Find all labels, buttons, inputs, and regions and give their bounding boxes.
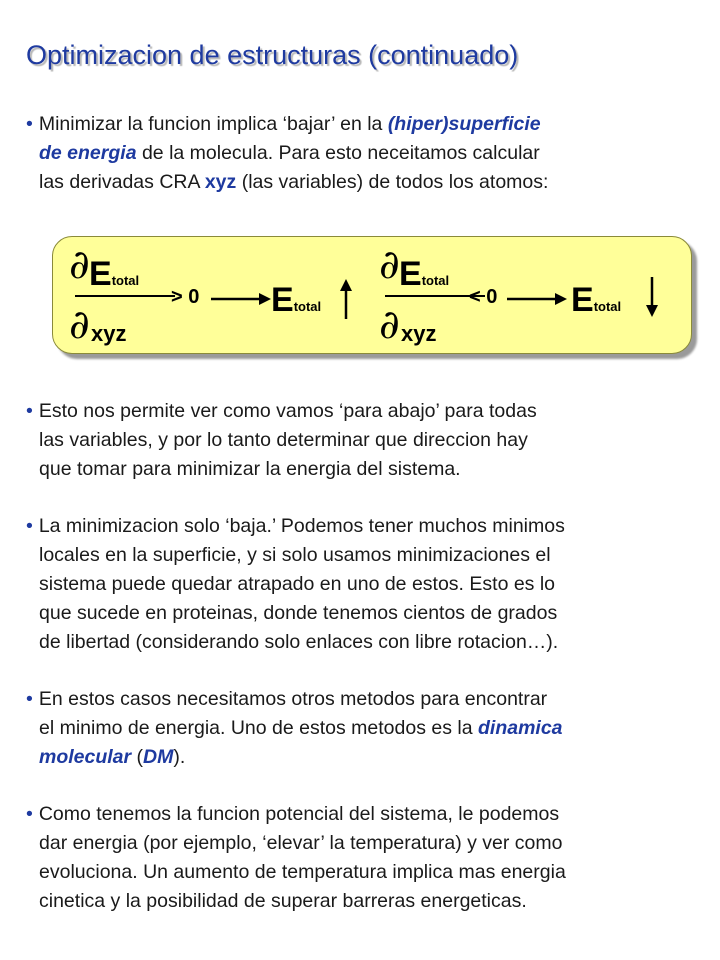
bullet-paragraph-1	[26, 110, 696, 197]
text: dar energia (por ejemplo, ‘elevar’ la temperatura) y ver como	[39, 832, 563, 854]
text: las variables, y por lo tanto determinar que direccion hay	[39, 429, 528, 451]
fraction-bar	[75, 295, 175, 297]
text: que tomar para minimizar la energia del sistema.	[39, 458, 461, 480]
energy-symbol: E	[271, 281, 294, 319]
keyword-xyz: xyz	[204, 171, 237, 193]
text: Minimizar la funcion implica ‘bajar’ en la	[38, 113, 388, 135]
denominator-xyz: xyz	[401, 321, 437, 346]
text: (	[131, 746, 144, 768]
numerator-energy	[399, 257, 449, 291]
energy-symbol: E	[399, 255, 422, 293]
numerator-energy	[89, 257, 139, 291]
denominator-xyz: xyz	[91, 321, 127, 346]
right-arrow-icon	[211, 291, 271, 307]
bullet-icon: •	[26, 803, 33, 825]
keyword-dinamica: dinamica	[478, 717, 563, 739]
text: evoluciona. Un aumento de temperatura implica mas energia	[39, 861, 566, 883]
partial-symbol: ∂	[69, 302, 90, 348]
energy-symbol: E	[571, 281, 594, 319]
less-than-zero: < 0	[469, 286, 498, 308]
bullet-paragraph-3	[26, 512, 696, 657]
bullet-paragraph-2	[26, 397, 696, 484]
bullet-paragraph-4	[26, 685, 696, 772]
text: Como tenemos la funcion potencial del sistema, le podemos	[38, 803, 560, 825]
text: sistema puede quedar atrapado en uno de estos. Esto es lo	[39, 573, 556, 595]
text: (las variables) de todos los atomos:	[236, 171, 549, 193]
text: que sucede en proteinas, donde tenemos cientos de grados	[39, 602, 558, 624]
bullet-icon: •	[26, 688, 33, 710]
up-arrow-icon	[339, 279, 353, 319]
keyword-molecular: molecular	[39, 746, 132, 768]
subscript: total	[593, 299, 622, 314]
energy-total-2	[571, 283, 621, 317]
bullet-paragraph-5	[26, 800, 696, 916]
text: las derivadas CRA	[39, 171, 205, 193]
greater-than-zero: > 0	[171, 286, 200, 308]
partial-symbol: ∂	[69, 242, 90, 288]
text: En estos casos necesitamos otros metodos para encontrar	[38, 688, 548, 710]
bullet-icon: •	[26, 113, 33, 135]
down-arrow-icon	[645, 277, 659, 317]
partial-symbol: ∂	[379, 242, 400, 288]
text: ).	[173, 746, 186, 768]
right-arrow-icon	[507, 291, 567, 307]
energy-total-1	[271, 283, 321, 317]
keyword-de-energia: de energia	[39, 142, 137, 164]
bullet-icon: •	[26, 400, 33, 422]
subscript: total	[421, 273, 450, 288]
energy-symbol: E	[89, 255, 112, 293]
keyword-dm: DM	[143, 746, 174, 768]
text: La minimizacion solo ‘baja.’ Podemos tener muchos minimos	[38, 515, 565, 537]
equation-box	[52, 236, 692, 354]
subscript: total	[293, 299, 322, 314]
bullet-icon: •	[26, 515, 33, 537]
page-title: Optimizacion de estructuras (continuado)	[26, 40, 519, 70]
text: el minimo de energia. Uno de estos metodos es la	[39, 717, 478, 739]
text: locales en la superficie, y si solo usamos minimizaciones el	[39, 544, 551, 566]
keyword-hipersuperficie: (hiper)superficie	[387, 113, 541, 135]
text: de la molecula. Para esto neceitamos calcular	[136, 142, 540, 164]
subscript: total	[111, 273, 140, 288]
text: cinetica y la posibilidad de superar barreras energeticas.	[39, 890, 527, 912]
text: de libertad (considerando solo enlaces con libre rotacion…).	[39, 631, 559, 653]
partial-symbol: ∂	[379, 302, 400, 348]
text: Esto nos permite ver como vamos ‘para abajo’ para todas	[38, 400, 537, 422]
